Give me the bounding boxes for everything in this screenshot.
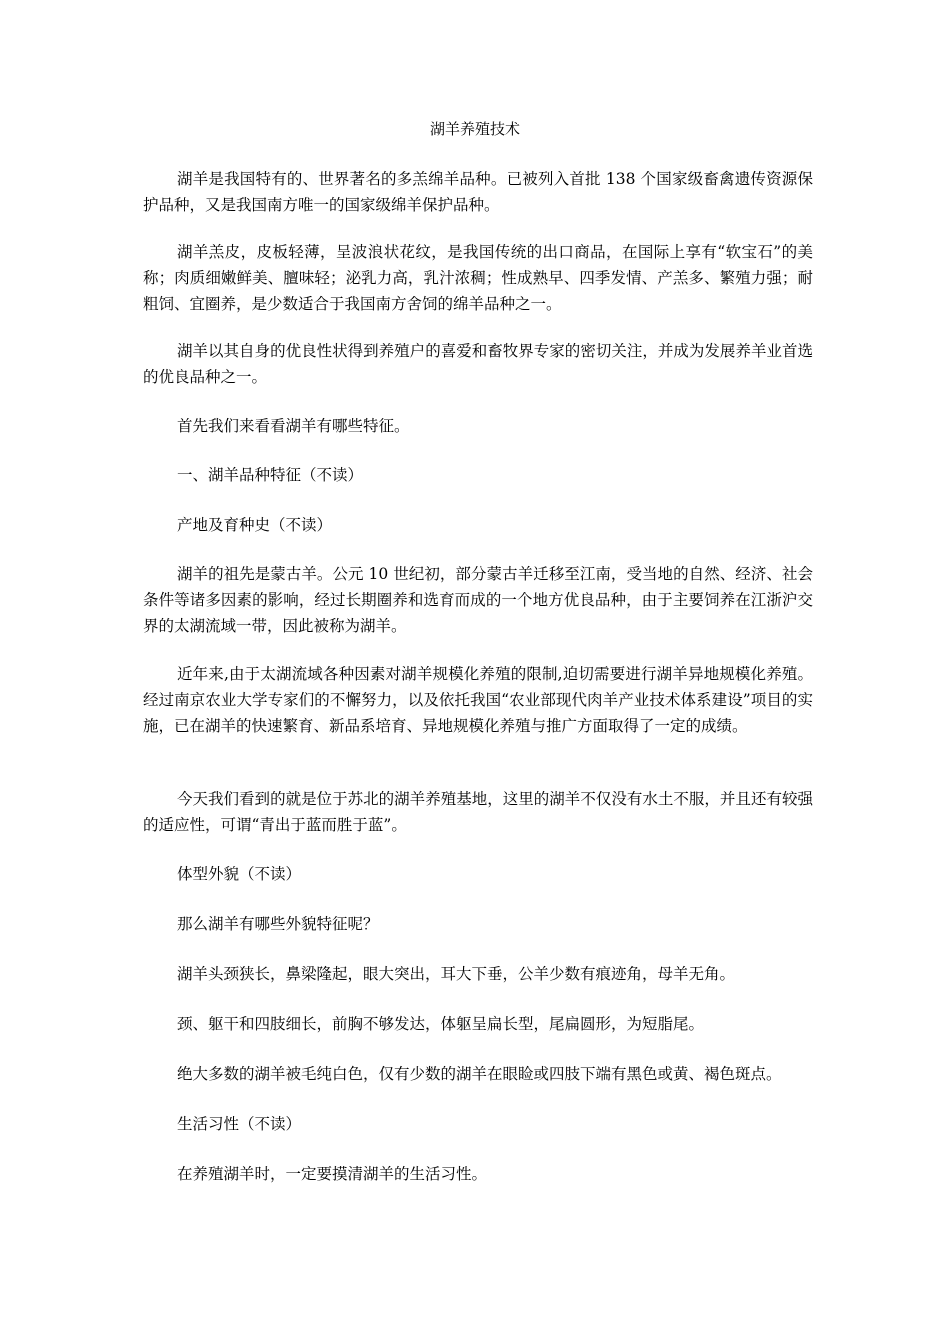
paragraph-appearance-question: 那么湖羊有哪些外貌特征呢？ (177, 915, 379, 933)
paragraph-breeding-base: 今天我们看到的就是位于苏北的湖羊养殖基地，这里的湖羊不仅没有水土不服，并且还有较强的适应性，可谓“青出于蓝而胜于蓝”。 (143, 790, 813, 834)
section-heading-habits: 生活习性（不读） (177, 1115, 302, 1133)
paragraph-body-features: 颈、躯干和四肢细长，前胸不够发达，体躯呈扁长型，尾扁圆形，为短脂尾。 (177, 1015, 705, 1033)
paragraph-head-features: 湖羊头颈狭长，鼻梁隆起，眼大突出，耳大下垂，公羊少数有痕迹角，母羊无角。 (177, 965, 736, 983)
paragraph-intro: 湖羊是我国特有的、世界著名的多羔绵羊品种。已被列入首批 138 个国家级畜禽遗传资源保护品种，又是我国南方唯一的国家级绵羊保护品种。 (143, 170, 813, 214)
paragraph-lambskin: 湖羊羔皮，皮板轻薄，呈波浪状花纹，是我国传统的出口商品，在国际上享有“软宝石”的美称；肉质细嫩鲜美、膻味轻；泌乳力高，乳汁浓稠；性成熟早、四季发情、产羔多、繁殖力强；耐粗饲、宜圈养，是少数适合于我国南方舍饲的绵羊品种之一。 (143, 243, 813, 313)
paragraph-habits-intro: 在养殖湖羊时，一定要摸清湖羊的生活习性。 (177, 1165, 488, 1183)
paragraph-coat-color: 绝大多数的湖羊被毛纯白色，仅有少数的湖羊在眼睑或四肢下端有黑色或黄、褐色斑点。 (177, 1065, 782, 1083)
section-heading-appearance: 体型外貌（不读） (177, 865, 302, 883)
section-heading-origin: 产地及育种史（不读） (177, 516, 333, 534)
paragraph-popularity: 湖羊以其自身的优良性状得到养殖户的喜爱和畜牧界专家的密切关注，并成为发展养羊业首选的优良品种之一。 (143, 342, 813, 386)
document-title: 湖羊养殖技术 (429, 120, 520, 138)
paragraph-ancestry: 湖羊的祖先是蒙古羊。公元 10 世纪初，部分蒙古羊迁移至江南，受当地的自然、经济、社会条件等诸多因素的影响，经过长期圈养和选育而成的一个地方优良品种，由于主要饲养在江浙沪交界的太湖流域一带，因此被称为湖羊。 (143, 565, 813, 635)
paragraph-features-lead: 首先我们来看看湖羊有哪些特征。 (177, 417, 410, 435)
paragraph-recent-years: 近年来,由于太湖流域各种因素对湖羊规模化养殖的限制,迫切需要进行湖羊异地规模化养殖。经过南京农业大学专家们的不懈努力，以及依托我国“农业部现代肉羊产业技术体系建设”项目的实施，已在湖羊的快速繁育、新品系培育、异地规模化养殖与推广方面取得了一定的成绩。 (143, 665, 813, 735)
section-heading-breed-features: 一、湖羊品种特征（不读） (177, 466, 364, 484)
